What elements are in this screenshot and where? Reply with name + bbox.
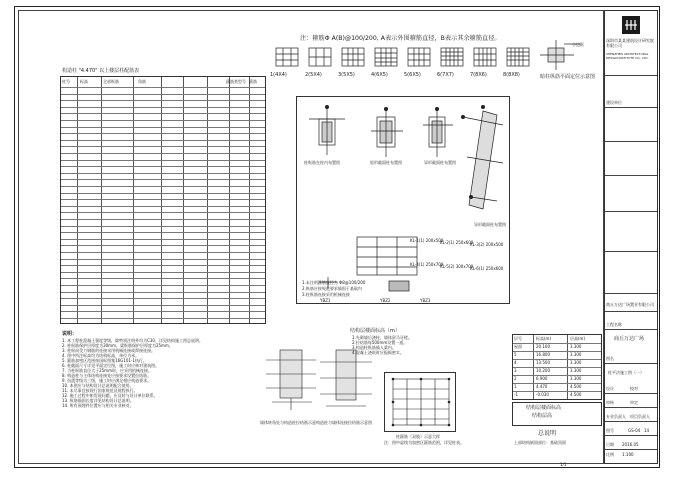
level-cell: 2 (514, 376, 517, 381)
detail-b (318, 346, 374, 418)
level-cell: 3.300 (570, 344, 582, 349)
corner-label: 小边框 (572, 42, 584, 47)
diagram-label-2: 矩形截面柱布置图 (370, 160, 402, 165)
callout-3: KL-3(2) 200x500 (470, 242, 504, 247)
step-item: 3.构造柱纵筋锚入梁内。 (352, 345, 396, 350)
table-rule-line (61, 212, 265, 213)
table-rule-line (61, 186, 265, 187)
level-cell: 10.200 (536, 368, 550, 373)
table-rule-line (61, 232, 265, 233)
level-table (512, 334, 602, 400)
detail-a-label: 墙体转角处与构造柱拉结筋示意 (260, 420, 316, 425)
tb-label-scale: 比例 (606, 452, 614, 457)
detail-c-label: 柱箍筋（双肢）示意大样 (396, 434, 440, 439)
tb-label-check: 校对 (630, 386, 638, 391)
level-cell: 20.100 (536, 344, 550, 349)
note-item: 3. 柱纵向受力钢筋的连接采用机械连接或焊接连接。 (62, 348, 156, 353)
notes-title: 说明： (62, 331, 78, 337)
company-name: 深圳市某某建筑设计研究院有限公司 (606, 38, 654, 48)
callout-5: KL-5(2) 300x700 (440, 264, 474, 269)
note-item: 14. 所有预埋件位置应与相关专业核对。 (62, 403, 134, 408)
table-rule-line (61, 259, 265, 260)
note-item: 11. 未尽事宜按现行国家规范及规程执行。 (62, 388, 138, 393)
col-header-1: 标高 (80, 79, 88, 84)
stirrup-type-icons (266, 46, 530, 88)
table-rule-line (61, 252, 265, 253)
table-rule-line (61, 272, 265, 273)
company-logo-mark (622, 16, 640, 34)
level-cell: 4.500 (570, 392, 582, 397)
col-header-2: 全部纵筋 (103, 79, 119, 84)
general-notes-list (62, 338, 257, 408)
table-rule-line (61, 206, 265, 207)
project-owner: 商丘万达广场置业有限公司 (606, 302, 654, 307)
detail-c-drawing (385, 373, 457, 433)
diagram-note-2: 2.纵筋应按规范要求锚固于基础内 (302, 286, 362, 291)
level-caption: 结构层楼面标高 (526, 405, 562, 411)
stirrup-label-8: 8(8X8) (503, 72, 520, 78)
table-rule-line (61, 199, 265, 200)
note-item: 7. 当柱纵筋直径大于25mm时，应采用机械连接。 (62, 368, 152, 373)
table-rule-line (61, 318, 265, 319)
table-rule-line (61, 153, 265, 154)
column-schedule-table (60, 76, 266, 324)
diagram-label-1: 柱纵筋在柱内布置图 (304, 160, 340, 165)
column-detail-drawings (297, 97, 511, 305)
level-cell: 5 (514, 352, 517, 357)
table-rule-line (61, 239, 265, 240)
callout-4: KL-4(1) 250x700 (410, 262, 444, 267)
tb-label-no: 图号 (606, 428, 614, 433)
stirrup-type-row (266, 46, 530, 88)
level-cell: 4.500 (570, 384, 582, 389)
stamp-sub: 上部结构嵌固部位：基础顶面 (514, 440, 566, 445)
table-rule-line (61, 305, 265, 306)
note-item: 8. 构造柱与主体结构连接处应按要求设置拉结筋。 (62, 373, 152, 378)
table-rule-line (61, 160, 265, 161)
callout-2: KL-2(1) 250x600 (440, 240, 474, 245)
level-cell: 屋面 (514, 344, 522, 349)
level-header-0: 层号 (514, 336, 522, 341)
tb-label-review: 审核 (606, 400, 614, 405)
bottom-detail-title: 结构层楼面标高（m） (350, 328, 400, 334)
level-caption-2: 结构层高 (532, 413, 553, 419)
table-rule-line (61, 179, 265, 180)
stirrup-label-1: 1(4X4) (270, 72, 287, 78)
table-rule-line (61, 298, 265, 299)
note-item: 1. 本工程柱混凝土强度等级，除特别注明外均为C30，详见结构施工图总说明。 (62, 338, 203, 343)
header-note: 注：箍筋Φ A(B)@100/200, A表示外围箍筋直径，B表示其余箍筋直径。 (300, 35, 501, 42)
tb-label-discipline: 专业负责人 (606, 414, 626, 419)
stirrup-label-3: 3(5X5) (338, 72, 355, 78)
detail-a (262, 346, 322, 418)
table-rule-line (61, 193, 265, 194)
column-detail-box (296, 96, 510, 304)
level-header-1: 标高(m) (536, 336, 552, 341)
table-rule-line (61, 146, 265, 147)
date-value: 2016.05 (622, 442, 639, 447)
table-rule-line (61, 133, 265, 134)
note-item: 10. 本图应与结构设计总说明配合使用。 (62, 383, 134, 388)
table-rule-line (61, 265, 265, 266)
table-rule-line (61, 113, 265, 114)
tb-label-approve: 审定 (630, 400, 638, 405)
level-cell: 13.500 (536, 360, 550, 365)
mini-label-1: YBZ1 (320, 298, 331, 303)
level-cell: 1 (514, 384, 517, 389)
note-item: 12. 施工过程中如发现问题，应及时与设计单位联系。 (62, 393, 158, 398)
column-table-title: 构造柱 "4.470" 以上楼层柱配筋表 (62, 68, 140, 74)
diagram-big-label: 异形截面柱布置图 (474, 222, 506, 227)
level-cell: 4.470 (536, 384, 548, 389)
level-cell: 4 (514, 360, 517, 365)
table-rule-line (61, 166, 265, 167)
note-item: 2. 柱纵筋保护层厚度为30mm，梁纵筋保护层厚度为25mm。 (62, 343, 173, 348)
note-item: 5. 箍筋加密区范围按国标图集16G101-1执行。 (62, 358, 147, 363)
step-item: 1.先砌墙后浇柱，墙体留马牙槎。 (352, 335, 412, 340)
note-item: 6. 柱截面尺寸详见平面定位图，施工时应核对建筑图。 (62, 363, 160, 368)
stirrup-label-7: 7(8X6) (470, 72, 487, 78)
company-logo (622, 16, 640, 34)
note-item: 13. 纵筋锚固长度详见结构设计总说明。 (62, 398, 134, 403)
level-cell: 3.300 (570, 360, 582, 365)
project-name: 商丘万达广场 (614, 336, 645, 342)
detail-b-drawing (318, 346, 374, 418)
table-rule-line (61, 278, 265, 279)
table-rule-line (61, 140, 265, 141)
table-rule-line (61, 311, 265, 312)
col-header-6: 箍筋类型号 (226, 79, 246, 84)
level-cell: -0.030 (536, 392, 549, 397)
tb-label-design: 设计 (606, 386, 614, 391)
stirrup-label-6: 6(7X7) (437, 72, 454, 78)
mini-label-3: YBZ3 (420, 298, 431, 303)
page-mark: 1/1 (560, 462, 567, 467)
table-rule-line (61, 245, 265, 246)
diagram-label-3: 异形截面柱布置图 (424, 160, 456, 165)
note-item: 4. 图中所注标高均为结构标高，单位为米。 (62, 353, 140, 358)
stamp-title: 总说明 (538, 430, 557, 437)
level-cell: 6.900 (536, 376, 548, 381)
table-rule-line (61, 173, 265, 174)
step-item: 4.混凝土浇筑时应振捣密实。 (352, 350, 404, 355)
level-cell: 3 (514, 368, 517, 373)
stirrup-label-5: 5(6X5) (404, 72, 421, 78)
note-item: 9. 抗震等级为三级，施工时应满足相应构造要求。 (62, 378, 152, 383)
detail-a-drawing (262, 346, 322, 418)
table-rule-line (61, 100, 265, 101)
tb-label-drawing: 图名 (606, 356, 614, 361)
company-name-en: SHENZHEN ARCHITECTURAL DESIGN INSTITUTE CO., LTD. (606, 52, 649, 60)
step-item: 2.拉结筋每500mm设置一道。 (352, 340, 408, 345)
level-header-2: 层高(m) (570, 336, 586, 341)
table-rule-line (61, 219, 265, 220)
side-label: 暗柱纵筋平面定位示意图 (540, 74, 596, 80)
table-rule-line (61, 87, 265, 88)
sheet-no: 14 (644, 428, 650, 433)
diagram-note-1: 1.未注明箍筋直径为 Φ8@100/200 (302, 280, 366, 285)
table-rule-line (61, 285, 265, 286)
callout-1: KL-1(1) 200x500 (410, 238, 444, 243)
drawing-no: GS-04 (628, 428, 641, 433)
level-cell: -1 (514, 392, 518, 397)
stirrup-label-2: 2(5X4) (305, 72, 322, 78)
tb-label-project: 工程名称 (606, 322, 622, 327)
construction-steps (352, 335, 512, 355)
table-rule-line (61, 107, 265, 108)
stirrup-label-4: 4(6X5) (371, 72, 388, 78)
level-cell: 16.800 (536, 352, 550, 357)
level-cell: 3.300 (570, 352, 582, 357)
table-rule-line (61, 292, 265, 293)
table-rule-line (61, 127, 265, 128)
detail-c (384, 372, 456, 432)
tb-label-owner: 建设单位 (606, 100, 622, 105)
callout-6: KL-6(1) 250x600 (470, 266, 504, 271)
table-rule-line (61, 94, 265, 95)
col-header-3: 角筋 (138, 79, 146, 84)
col-header-0: 柱号 (62, 79, 70, 84)
detail-c-note: 注：图中虚线为加密区箍筋范围，详见柱表。 (384, 440, 464, 445)
table-rule-line (61, 120, 265, 121)
level-cell: 3.300 (570, 376, 582, 381)
col-header-7: 箍筋 (249, 79, 257, 84)
detail-b-label: 构造柱与墙体连接拉结筋示意图 (316, 420, 372, 425)
drawing-title: 柱平法施工图（一） (608, 370, 644, 375)
level-cell: 3.300 (570, 368, 582, 373)
mini-label-2: YBZ2 (380, 298, 391, 303)
scale-value: 1:100 (622, 452, 634, 457)
diagram-note-3: 3.柱纵筋连接采用机械连接 (302, 292, 350, 297)
tb-label-date: 日期 (606, 442, 614, 447)
tb-label-pm: 项目负责人 (630, 414, 650, 419)
title-block (604, 10, 658, 464)
table-rule-line (61, 226, 265, 227)
